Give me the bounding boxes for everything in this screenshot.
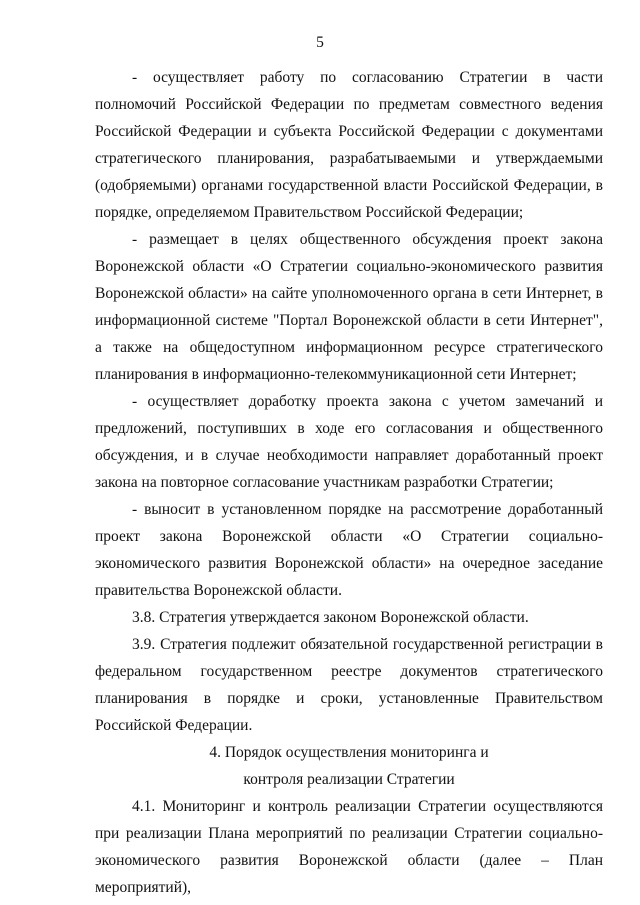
paragraph-publication: - размещает в целях общественного обсуждения проект закона Воронежской области «О Стратегии социально-экономического развития Воронежской области» на сайте уполномоченного органа в сети Интернет, в информационной системе "Портал Воронежской области в сети Интернет", а также на общедоступном информационном ресурсе стратегического планирования в информационно-телекоммуникационной сети Интернет; [95, 231, 603, 383]
section-heading-line-2: контроля реализации Стратегии [243, 771, 455, 788]
paragraph-submission: - выносит в установленном порядке на рассмотрение доработанный проект закона Воронежской области «О Стратегии социально-экономического развития Воронежской области» на очередное заседание правительства Воронежской области. [95, 501, 603, 599]
document-body [95, 64, 603, 901]
paragraph-3-9: 3.9. Стратегия подлежит обязательной государственной регистрации в федеральном государственном реестре документов стратегического планирования в порядке и сроки, установленные Правительством Российской Федерации. [95, 636, 603, 734]
paragraph-coordination: - осуществляет работу по согласованию Стратегии в части полномочий Российской Федерации по предметам совместного ведения Российской Федерации и субъекта Российской Федерации с документами стратегического планирования, разрабатываемыми и утверждаемыми (одобряемыми) органами государственной власти Российской Федерации, в порядке, определяемом Правительством Российской Федерации; [95, 69, 603, 221]
paragraph-3-8: 3.8. Стратегия утверждается законом Воронежской области. [132, 609, 529, 626]
paragraph-revision: - осуществляет доработку проекта закона с учетом замечаний и предложений, поступивших в ходе его согласования и общественного обсуждения, и в случае необходимости направляет доработанный проект закона на повторное согласование участникам разработки Стратегии; [95, 393, 603, 491]
section-heading-line-1: 4. Порядок осуществления мониторинга и [209, 744, 489, 761]
paragraph-4-1: 4.1. Мониторинг и контроль реализации Стратегии осуществляются при реализации Плана мероприятий по реализации Стратегии социально-экономического развития Воронежской области (далее – План мероприятий), [95, 798, 603, 896]
section-heading [95, 739, 603, 793]
page-number: 5 [316, 34, 324, 51]
